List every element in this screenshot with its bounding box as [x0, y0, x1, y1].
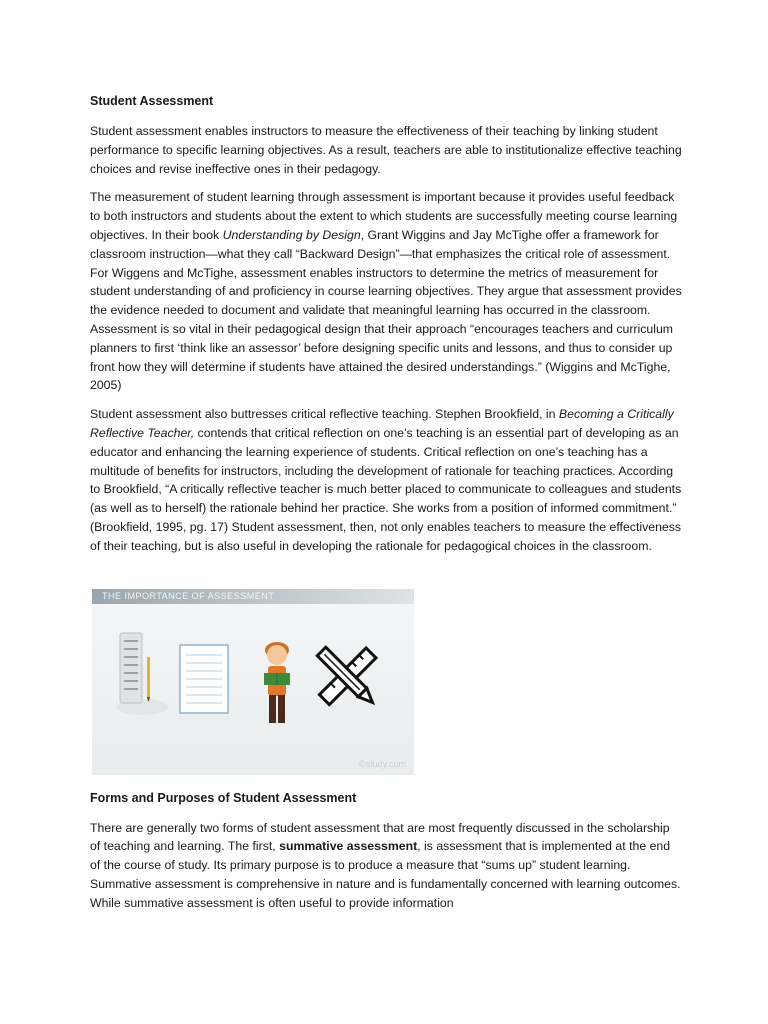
book-title-critically-reflective-teacher: Becoming a Critically Reflective Teacher,	[90, 407, 674, 440]
document-body	[90, 92, 682, 923]
text-run: , is assessment that is implemented at the end of the course of study. Its primary purpose is to produce a measure that “sums up” student learning. Summative assessment is comprehensive in nature and is fundamentally concerned with learning outcomes. While summative assessment is often useful to provide information	[90, 839, 681, 910]
paragraph-forms	[90, 819, 682, 913]
text-run: Student assessment also buttresses critical reflective teaching. Stephen Brookfield, in	[90, 407, 559, 422]
paragraph-reflective-teaching	[90, 405, 682, 555]
lined-paper-icon	[180, 645, 228, 713]
figure-banner: THE IMPORTANCE OF ASSESSMENT	[92, 589, 414, 604]
heading-student-assessment: Student Assessment	[90, 94, 214, 108]
paragraph-measurement	[90, 188, 682, 395]
figure-watermark: ©study.com	[359, 758, 406, 769]
assessment-illustration	[92, 589, 414, 775]
ruler-pencil-icon	[317, 647, 376, 706]
text-run: contends that critical reflection on one’s teaching is an essential part of developing as an educator and enhancing the learning experience of students. Critical reflection on one’s teaching has a multitude of benefits for instructors, including the development of rationale for teaching practices. According to Brookfield, “A critically reflective teacher is much better placed to communicate to colleagues and students (as well as to herself) the rationale behind her practice. She works from a position of informed commitment.” (Brookfield, 1995, pg. 17) Student assessment, then, not only enables teachers to measure the effectiveness of their teaching, but is also useful in developing the rationale for pedagogical choices in the classroom.	[90, 425, 682, 553]
text-run: The measurement of student learning through assessment is important because it provides useful feedback to both instructors and students about the extent to which students are successfully meeting course learning objectives. In their book	[90, 190, 678, 242]
term-summative-assessment: summative assessment	[279, 839, 418, 854]
text-run: , Grant Wiggins and Jay McTighe offer a framework for classroom instruction—what they call “Backward Design”—that emphasizes the critical role of assessment. For Wiggens and McTighe, assessment enables instructors to determine the metrics of measurement for student understanding of and proficiency in course learning objectives. They argue that assessment provides the evidence needed to document and validate that meaningful learning has occurred in the classroom. Assessment is so vital in their pedagogical design that their approach “encourages teachers and curriculum planners to first ‘think like an assessor’ before designing specific units and lessons, and thus to consider up front how they will determine if students have attained the desired understandings.” (Wiggins and McTighe, 2005)	[90, 227, 682, 393]
heading-forms-purposes: Forms and Purposes of Student Assessment	[90, 790, 357, 805]
paragraph-intro: Student assessment enables instructors to measure the effectiveness of their teaching by linking student performance to specific learning objectives. As a result, teachers are able to institutionalize effective teaching choices and revise ineffective ones in their pedagogy.	[90, 124, 682, 176]
student-reading-icon	[264, 642, 290, 723]
illustration-graphics	[92, 589, 414, 775]
text-run: There are generally two forms of student assessment that are most frequently discussed in the scholarship of teaching and learning. The first,	[90, 820, 670, 854]
test-sheet-icon	[116, 633, 168, 715]
book-title-understanding-by-design: Understanding by Design	[222, 227, 361, 242]
